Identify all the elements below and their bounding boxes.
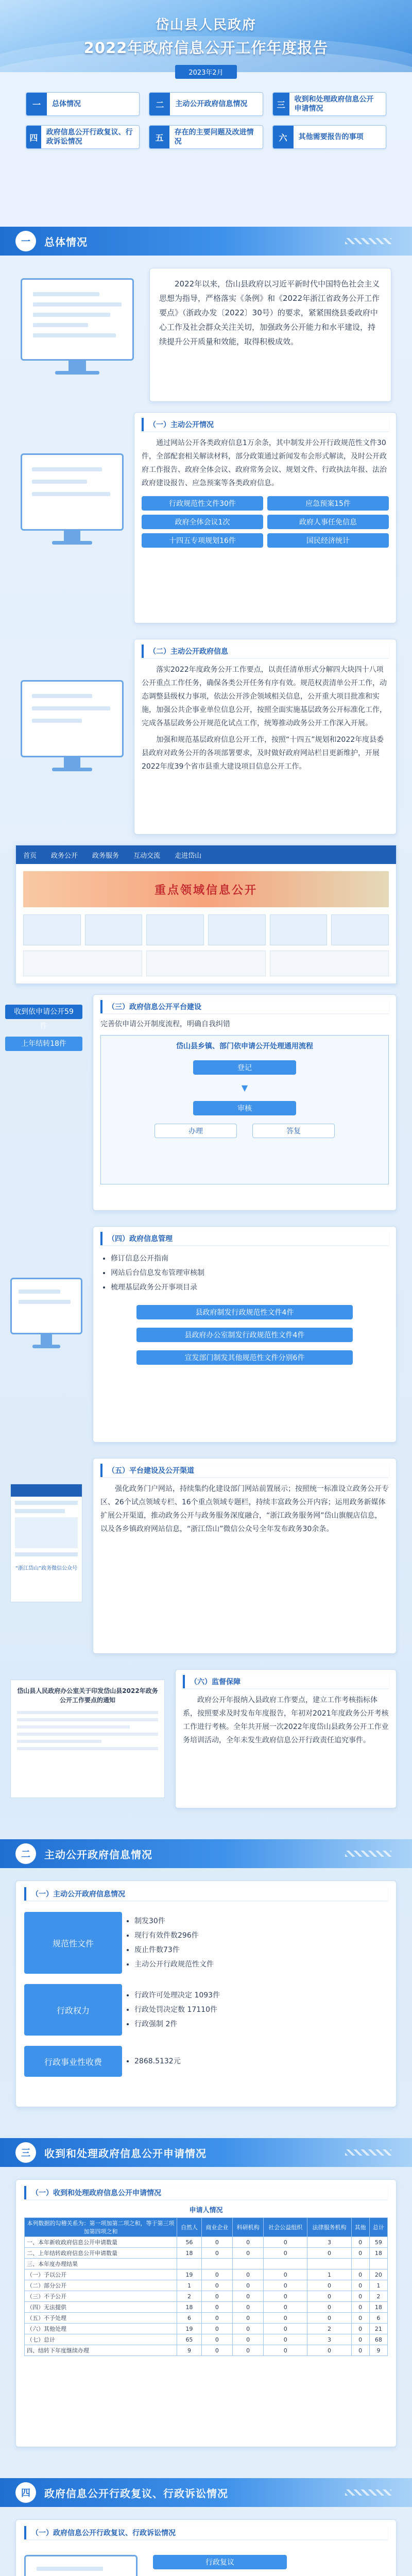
sub1-card	[134, 412, 397, 623]
list-item: • 主动公开行政规范性文件	[134, 1957, 214, 1972]
list-item: • 行政处罚决定数 17110件	[134, 2003, 220, 2017]
document-title: 岱山县人民政府办公室关于印发岱山县2022年政务公开工作要点的通知	[17, 1687, 158, 1704]
application-table	[24, 2217, 388, 2356]
flow-step: 答复	[252, 1124, 335, 1138]
toc-item[interactable]: 五 存在的主要问题及改进情况	[149, 125, 263, 149]
nav-item[interactable]: 走进岱山	[175, 852, 202, 860]
table-row: （五）不予处理 6 0 0 0 0 0 6	[25, 2313, 388, 2324]
table-row: 二、上年结转政府信息公开申请数量 18 0 0 0 0 0 18	[25, 2248, 388, 2259]
sub5-text: 强化政务门户网站，持续集约化建设部门网站前置展示；按照统一标准设立政务公开专区、26个试点领域专栏、16个重点领域专题栏，持续丰富政务公开内容；运用政务新媒体扩展公开渠道，推动政务公开与政务服务深度融合，“浙江政务服务网”岱山旗舰店信息，以及各乡镇政府网站信息，“浙江岱山”微信公众号全年发布政务30余条。	[100, 1485, 389, 1533]
sub2-text: 落实2022年度政务公开工作要点，以责任清单形式分解四大块四十八项公开重点工作任务，确保各类公开任务有序有效。规范权责清单公开工作，动态调整县级权力事项，依法公开涉企领域相关信息，公开重大项目批准和实施，加强公共企事业单位信息公开，按照全面实施基层政务公开标准化工作，完成各基层政务公开规范化试点工作，统筹推动政务公开工作深入开展。	[142, 666, 387, 727]
monitor-illustration	[21, 680, 124, 757]
website-tiles	[23, 914, 389, 945]
sub5-card	[93, 1458, 397, 1654]
flowchart-title: 岱山县乡镇、部门依申请公开处理通用流程	[176, 1042, 313, 1050]
flow-step: 办理	[154, 1124, 237, 1138]
sec2-subtitle: （一）主动公开政府信息情况	[24, 1887, 388, 1901]
flow-step: 登记	[193, 1060, 296, 1075]
section-1-title: 总体情况	[44, 235, 88, 248]
nav-item[interactable]: 首页	[23, 852, 37, 860]
table-row: （二）部分公开 1 0 0 0 0 0 1	[25, 2280, 388, 2291]
section-1-banner: 一 总体情况	[0, 227, 412, 256]
toc-item[interactable]: 三 收到和处理政府信息公开申请情况	[272, 92, 386, 116]
toc-item[interactable]: 一 总体情况	[26, 92, 140, 116]
toc-item[interactable]: 四 政府信息公开行政复议、行政诉讼情况	[26, 125, 140, 149]
request-count-tag: 收到依申请公开59件	[5, 1005, 82, 1019]
toc-item[interactable]: 六 其他需要报告的事项	[272, 125, 386, 149]
stat-pill: 政府人事任免信息	[267, 515, 389, 529]
report-header	[0, 0, 412, 72]
table-header-row: 本列数据的勾稽关系为：第一项加第二项之和，等于第三项加第四项之和 自然人 商业企业 科研机构 社会公益组织 法律服务机构 其他 总计	[25, 2218, 388, 2237]
sec4-card	[15, 2519, 397, 2576]
stat-pill: 应急预案15件	[267, 496, 389, 511]
section-3-banner: 三 收到和处理政府信息公开申请情况	[0, 2138, 412, 2167]
stat-pill: 行政规范性文件30件	[142, 496, 263, 511]
intro-text: 2022年以来，岱山县政府以习近平新时代中国特色社会主义思想为指导，严格落实《条例》和《2022年浙江省政务公开工作要点》（浙政办发〔2022〕30号）的要求，紧紧围绕县委政府中心工作及社会群众关注关切，加强政务公开能力和水平建设，持续提升公开质量和效能，取得积极成效。	[159, 279, 380, 346]
monitor-illustration	[10, 1278, 82, 1334]
list-item: • 行政许可处理决定 1093件	[134, 1988, 220, 2003]
sec3-subtitle: （一）收到和处理政府信息公开申请情况	[24, 2186, 388, 2199]
stat-pill: 政府全体会议1次	[142, 515, 263, 529]
sec4-subtitle: （一）政府信息公开行政复议、行政诉讼情况	[24, 2526, 388, 2539]
list-item: • 行政强制 2件	[134, 2017, 220, 2031]
table-row: （三）不予公开 2 0 0 0 0 0 2	[25, 2291, 388, 2302]
sub3-tags	[5, 1005, 82, 1051]
row-label: 行政权力	[24, 1984, 122, 2036]
table-row: 一、本年新收政府信息公开申请数量 56 0 0 0 3 0 59	[25, 2237, 388, 2248]
flow-step: 审核	[193, 1101, 296, 1115]
website-screenshot	[15, 845, 397, 984]
sec2-row	[24, 2046, 388, 2077]
table-row: （一）予以公开 19 0 0 0 1 0 20	[25, 2269, 388, 2280]
phone-illustration	[10, 1484, 82, 1602]
section-2-banner: 二 主动公开政府信息情况	[0, 1839, 412, 1868]
sub6-card	[175, 1669, 397, 1808]
row-label: 规范性文件	[24, 1912, 122, 1974]
sec2-row	[24, 1984, 388, 2036]
toc-item[interactable]: 二 主动公开政府信息情况	[149, 92, 263, 116]
sec2-row	[24, 1912, 388, 1974]
sub1-pill-grid	[142, 496, 389, 548]
monitor-illustration	[24, 2555, 138, 2576]
table-of-contents	[26, 92, 386, 149]
list-item: • 现行有效件数296件	[134, 1928, 214, 1943]
list-item: • 修订信息公开指南	[111, 1251, 389, 1266]
section-4-banner: 四 政府信息公开行政复议、行政诉讼情况	[0, 2478, 412, 2507]
section-3-title: 收到和处理政府信息公开申请情况	[44, 2147, 207, 2160]
sec3-card	[15, 2179, 397, 2447]
sub2-card	[134, 639, 397, 835]
sub5-title: （五）平台建设及公开渠道	[100, 1464, 389, 1477]
table-body	[25, 2237, 388, 2356]
arrow-down-icon: ▼	[241, 1083, 248, 1093]
stat-pill: 宣发部门制发其他规范性文件分别6件	[136, 1350, 353, 1365]
sub1-text: 通过网站公开各类政府信息1万余条，其中制发并公开行政规范性文件30件，全部配套相关解读材料，部分政策通过新闻发布会形式解读，及时公开政府工作报告、政府全体会议、政府常务会议、规划文件、行政执法年报、法治政府建设报告、应急预案等各类政府信息。	[142, 439, 387, 487]
sub2-title: （二）主动公开政府信息	[142, 645, 389, 658]
sub3-card	[93, 994, 397, 1211]
sub2-tail: 加强和规范基层政府信息公开工作，按照“十四五”规划和2022年度县委县政府对政务公开的各项部署要求，及时做好政府网站栏目更新维护，开展2022年度39个省市县重大建设项目信息公开工作。	[142, 736, 384, 771]
table-row: （七）总计 65 0 0 0 3 0 68	[25, 2334, 388, 2345]
stat-pill: 县政府办公室制发行政规范性文件4件	[136, 1328, 353, 1342]
monitor-illustration	[21, 453, 124, 531]
sub4-title: （四）政府信息管理	[100, 1232, 389, 1245]
list-item: • 梳理基层政务公开事项目录	[111, 1280, 389, 1295]
sub6-text: 政府公开年报纳入县政府工作要点，建立工作考核指标体系，按照要求及时发布年度报告，年初对2021年度政务公开考核工作进行考核。全年共开展一次2022年度岱山县政务公开工作业务培训活动，全年未发生政府信息公开行政责任追究事件。	[183, 1696, 389, 1744]
monitor-illustration	[21, 278, 134, 361]
row-label: 行政事业性收费	[24, 2046, 122, 2077]
nav-item[interactable]: 政务服务	[92, 852, 119, 860]
document-illustration	[10, 1680, 165, 1798]
table-row: 四、结转下年度继续办理 9 0 0 0 0 0 9	[25, 2345, 388, 2356]
header-org: 岱山县人民政府	[155, 18, 256, 33]
stat-pill: 县政府制发行政规范性文件4件	[136, 1305, 353, 1319]
phone-caption: “浙江岱山”政务微信公众号	[15, 1566, 78, 1571]
sec2-card	[15, 1880, 397, 2107]
report-date-badge: 2023年2月	[175, 65, 237, 79]
table-row: 三、本年度办理结果	[25, 2259, 388, 2269]
stat-pill: 十四五专项规划16件	[142, 533, 263, 548]
flowchart	[100, 1035, 389, 1184]
website-nav	[16, 845, 396, 864]
intro-card	[149, 268, 391, 402]
list-item: • 网站后台信息发布管理审核制	[111, 1266, 389, 1280]
stat-pill: 国民经济统计	[267, 533, 389, 548]
section-2-title: 主动公开政府信息情况	[44, 1848, 152, 1861]
review-label: 行政复议	[153, 2555, 287, 2569]
focus-area-banner: 重点领域信息公开	[23, 871, 389, 907]
header-title: 2022年政府信息公开工作年度报告	[83, 39, 329, 57]
sub3-title: （三）政府信息公开平台建设	[100, 1000, 389, 1013]
list-item: • 制发30件	[134, 1914, 214, 1928]
nav-item[interactable]: 政务公开	[51, 852, 78, 860]
table-row: （四）无法提供 18 0 0 0 0 0 18	[25, 2302, 388, 2313]
list-item: • 废止件数73件	[134, 1943, 214, 1957]
sub4-card	[93, 1226, 397, 1443]
list-item: • 2868.5132元	[134, 2054, 181, 2069]
carryover-tag: 上年结转18件	[5, 1037, 82, 1051]
sub3-text: 完善依申请公开制度流程，明确自我纠错	[100, 1020, 230, 1028]
nav-item[interactable]: 互动交流	[133, 852, 161, 860]
sub6-title: （六）监督保障	[183, 1675, 389, 1688]
sub4-list	[111, 1251, 389, 1295]
sub1-title: （一）主动公开情况	[142, 418, 389, 431]
section-4-title: 政府信息公开行政复议、行政诉讼情况	[44, 2487, 228, 2500]
table-title: 申请人情况	[189, 2207, 223, 2214]
table-row: （六）其他处理 19 0 0 0 2 0 21	[25, 2324, 388, 2334]
